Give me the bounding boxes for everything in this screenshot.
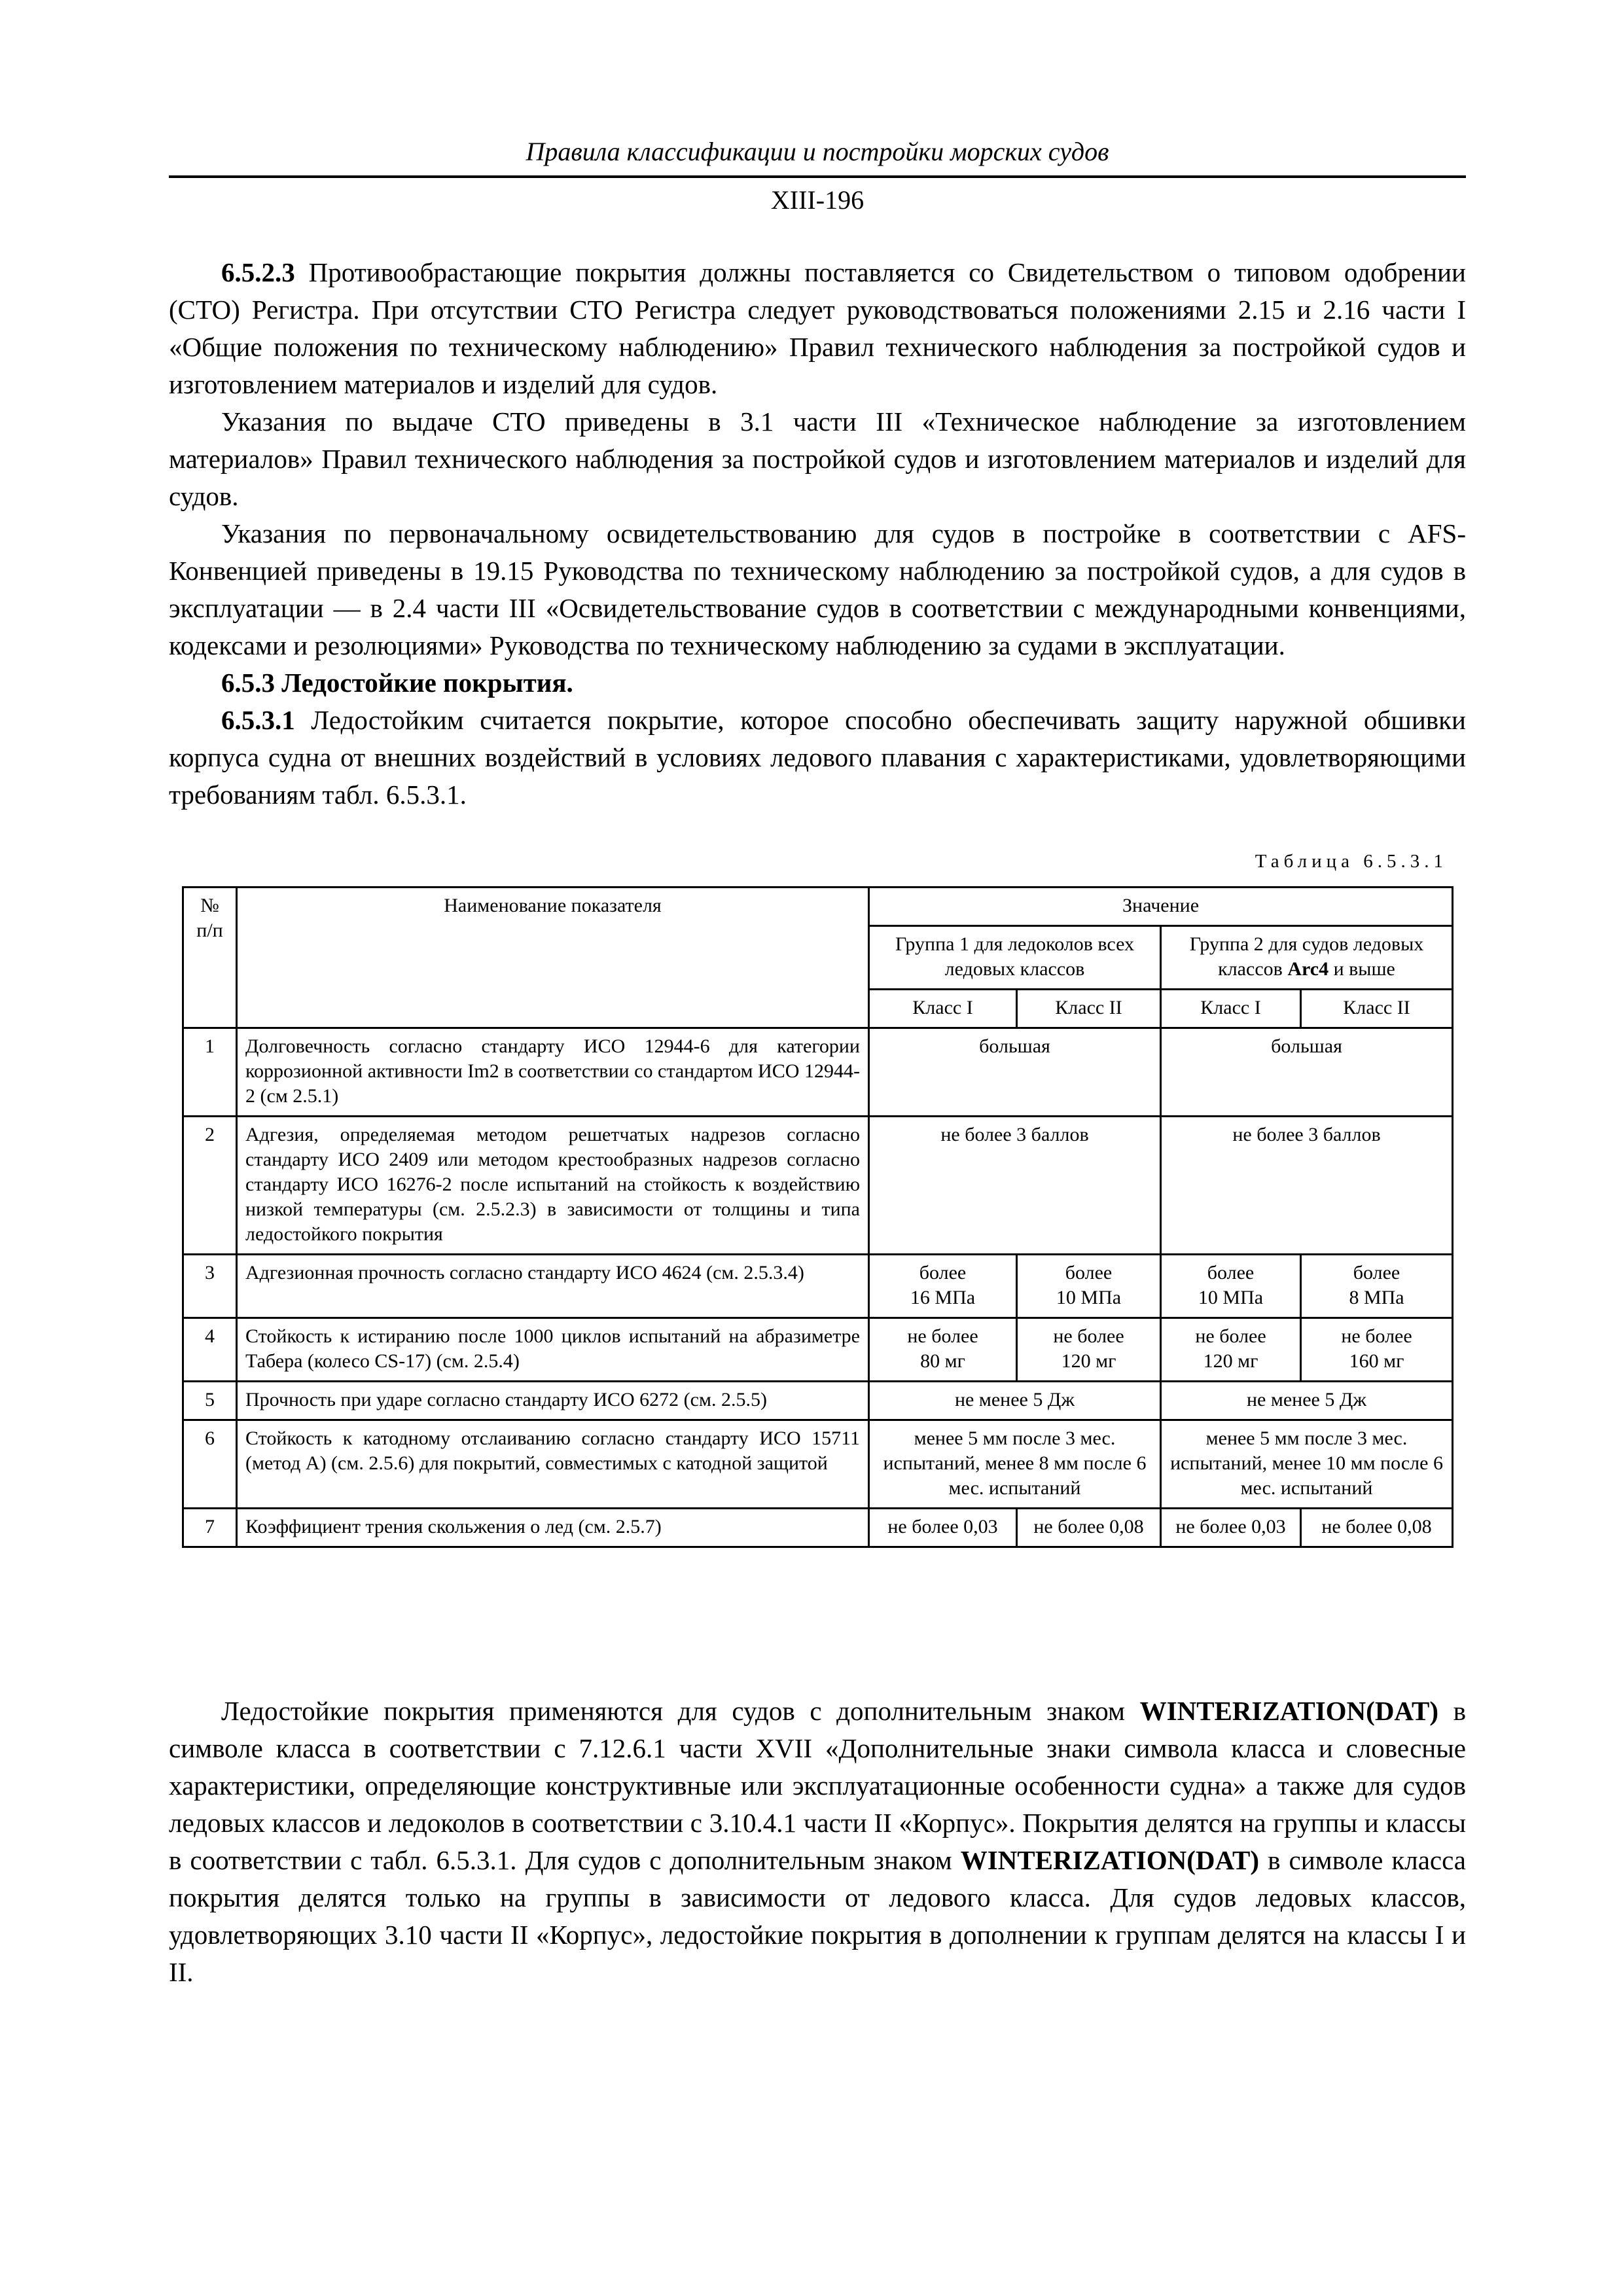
row-value-group-2: не менее 5 Дж: [1161, 1382, 1453, 1420]
row-value-group-2: не более 3 баллов: [1161, 1117, 1453, 1255]
header-group-2: Группа 2 для судов ледовых классов Arc4 и выше: [1161, 926, 1453, 990]
row-indicator: Долговечность согласно стандарту ИСО 12944-6 для категории коррозионной активности Im2 в соответствии со стандартом ИСО 12944-2 (см 2.5.1): [237, 1028, 869, 1117]
table-header-row: [183, 888, 1453, 926]
row-value-group-1: не более 3 баллов: [869, 1117, 1161, 1255]
table-row: [183, 1382, 1453, 1420]
row-value-group-2-class-1: не более 120 мг: [1161, 1318, 1301, 1382]
row-number: 1: [183, 1028, 237, 1117]
section-heading-text: 6.5.3 Ледостойкие покрытия.: [221, 668, 573, 698]
row-number: 4: [183, 1318, 237, 1382]
notation-winterization: WINTERIZATION(DAT): [1139, 1696, 1438, 1726]
row-value-group-1-class-2: не более 120 мг: [1017, 1318, 1161, 1382]
row-number: 2: [183, 1117, 237, 1255]
ice-class-label: Arc4: [1287, 958, 1329, 980]
clause-number: 6.5.3.1: [221, 705, 295, 735]
row-indicator: Коэффициент трения скольжения о лед (см. 2.5.7): [237, 1509, 869, 1547]
row-value-group-2-class-1: более 10 МПа: [1161, 1255, 1301, 1318]
paragraph-6-5-2-3: [169, 254, 1466, 403]
row-number: 3: [183, 1255, 237, 1318]
header-divider: [169, 175, 1466, 178]
table-row: [183, 1255, 1453, 1318]
row-value-group-2-class-2: более 8 МПа: [1301, 1255, 1453, 1318]
paragraph-ice-coatings-application: Ледостойкие покрытия применяются для судов с дополнительным знаком WINTERIZATION(DAT) в символе класса в соответствии с 7.12.6.1 части XVII «Дополнительные знаки символа класса и словесные характеристики, определяющие конструктивные или эксплуатационные особенности судна» а также для судов ледовых классов и ледоколов в соответствии с 3.10.4.1 части II «Корпус». Покрытия делятся на группы и классы в соответствии с табл. 6.5.3.1. Для судов с дополнительным знаком WINTERIZATION(DAT) в символе класса покрытия делятся только на группы в зависимости от ледового класса. Для судов ледовых классов, удовлетворяющих 3.10 части II «Корпус», ледостойкие покрытия в дополнении к группам делятся на классы I и II.: [169, 1696, 1467, 1987]
notation-winterization: WINTERIZATION(DAT): [960, 1845, 1260, 1875]
paragraph-6-5-3-1: [169, 702, 1466, 814]
row-value-group-1-class-1: более 16 МПа: [869, 1255, 1017, 1318]
row-value-group-1: не менее 5 Дж: [869, 1382, 1161, 1420]
header-group-1-class-1: Класс I: [869, 990, 1017, 1028]
row-indicator: Адгезия, определяемая методом решетчатых надрезов согласно стандарту ИСО 2409 или методом крестообразных надрезов согласно стандарту ИСО 16276-2 после испытаний на стойкость к воздействию низкой температуры (см. 2.5.2.3) в зависимости от толщины и типа ледостойкого покрытия: [237, 1117, 869, 1255]
header-group-1: Группа 1 для ледоколов всех ледовых классов: [869, 926, 1161, 990]
header-number: № п/п: [183, 888, 237, 1028]
ice-coating-requirements-table: [182, 886, 1454, 1548]
row-value-group-2: менее 5 мм после 3 мес. испытаний, менее 10 мм после 6 мес. испытаний: [1161, 1420, 1453, 1509]
row-value-group-2-class-2: не более 0,08: [1301, 1509, 1453, 1547]
header-indicator-name: Наименование показателя: [237, 888, 869, 1028]
row-value-group-1: менее 5 мм после 3 мес. испытаний, менее 8 мм после 6 мес. испытаний: [869, 1420, 1161, 1509]
paragraph-sto-issuance: Указания по выдаче СТО приведены в 3.1 части III «Техническое наблюдение за изготовлением материалов» Правил технического наблюдения за постройкой судов и изготовлением материалов и изделий для судов.: [169, 406, 1466, 511]
row-indicator: Стойкость к катодному отслаиванию согласно стандарту ИСО 15711 (метод А) (см. 2.5.6) для покрытий, совместимых с катодной защитой: [237, 1420, 869, 1509]
row-value-group-2-class-2: не более 160 мг: [1301, 1318, 1453, 1382]
table-row: [183, 1117, 1453, 1255]
row-value-group-1-class-2: не более 0,08: [1017, 1509, 1161, 1547]
header-group-1-class-2: Класс II: [1017, 990, 1161, 1028]
section-heading: [169, 664, 1466, 702]
page-number: XIII-196: [770, 185, 865, 215]
row-indicator: Прочность при ударе согласно стандарту ИСО 6272 (см. 2.5.5): [237, 1382, 869, 1420]
closing-text: [169, 1693, 1466, 1991]
header-group-2-class-2: Класс II: [1301, 990, 1453, 1028]
row-number: 7: [183, 1509, 237, 1547]
table-row: [183, 1028, 1453, 1117]
row-value-group-1-class-2: более 10 МПа: [1017, 1255, 1161, 1318]
table-caption: Таблица 6.5.3.1: [1255, 851, 1448, 872]
row-value-group-1-class-1: не более 80 мг: [869, 1318, 1017, 1382]
clause-number: 6.5.2.3: [221, 257, 295, 287]
row-value-group-2-class-1: не более 0,03: [1161, 1509, 1301, 1547]
paragraph-text: Противообрастающие покрытия должны поставляется со Свидетельством о типовом одобрении (СТО) Регистра. При отсутствии СТО Регистра следует руководствоваться положениями 2.15 и 2.16 части I «Общие положения по техническому наблюдению» Правил технического наблюдения за постройкой судов и изготовлением материалов и изделий для судов.: [169, 257, 1466, 399]
row-indicator: Адгезионная прочность согласно стандарту ИСО 4624 (см. 2.5.3.4): [237, 1255, 869, 1318]
row-value-group-2: большая: [1161, 1028, 1453, 1117]
row-indicator: Стойкость к истиранию после 1000 циклов испытаний на абразиметре Табера (колесо CS-17) (см. 2.5.4): [237, 1318, 869, 1382]
paragraph-text: Ледостойким считается покрытие, которое способно обеспечивать защиту наружной обшивки корпуса судна от внешних воздействий в условиях ледового плавания с характеристиками, удовлетворяющими требованиям табл. 6.5.3.1.: [169, 705, 1466, 810]
paragraph-initial-survey: Указания по первоначальному освидетельствованию для судов в постройке в соответствии с AFS-Конвенцией приведены в 19.15 Руководства по техническому наблюдению за постройкой судов, а для судов в эксплуатации — в 2.4 части III «Освидетельствование судов в соответствии с международными конвенциями, кодексами и резолюциями» Руководства по техническому наблюдению за судами в эксплуатации.: [169, 518, 1466, 660]
table-row: [183, 1420, 1453, 1509]
body-text: [169, 254, 1466, 814]
table-row: [183, 1318, 1453, 1382]
row-number: 6: [183, 1420, 237, 1509]
header-value: Значение: [869, 888, 1453, 926]
header-group-2-class-1: Класс I: [1161, 990, 1301, 1028]
running-header-title: Правила классификации и постройки морских судов: [526, 137, 1109, 166]
row-value-group-1: большая: [869, 1028, 1161, 1117]
row-value-group-1-class-1: не более 0,03: [869, 1509, 1017, 1547]
table-row: [183, 1509, 1453, 1547]
row-number: 5: [183, 1382, 237, 1420]
